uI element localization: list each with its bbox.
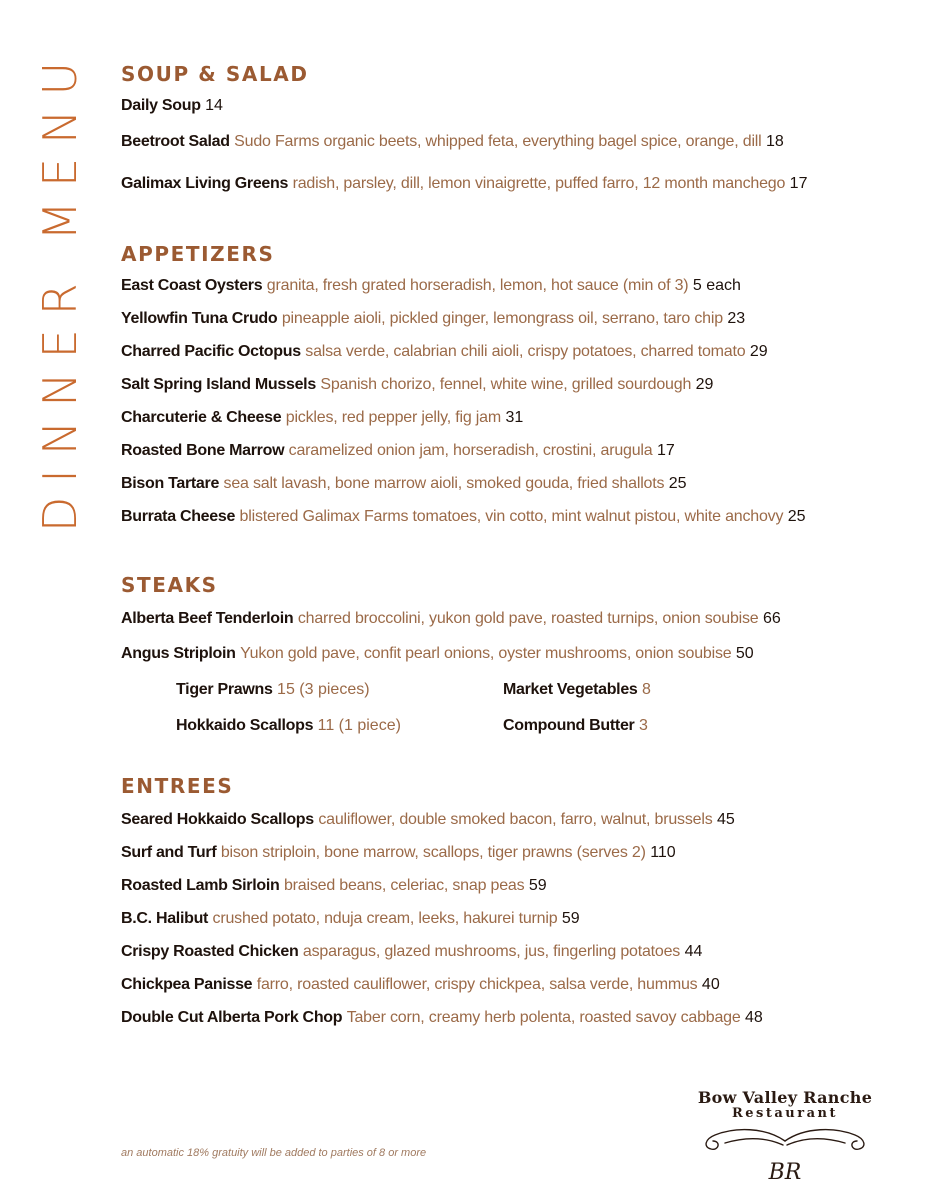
item-description: cauliflower, double smoked bacon, farro, walnut, brussels: [318, 811, 713, 828]
item-name: Charcuterie & Cheese: [121, 409, 282, 426]
section-steaks: [121, 571, 901, 760]
item-price: 17: [789, 175, 808, 192]
item-price: 31: [505, 409, 524, 426]
item-description: blistered Galimax Farms tomatoes, vin cotto, mint walnut pistou, white anchovy: [239, 508, 784, 525]
menu-item: [121, 810, 901, 830]
logo-line-2: Restaurant: [731, 1106, 838, 1121]
menu-item: [121, 609, 901, 629]
addon-price: 3: [638, 717, 648, 734]
section-entrees: [121, 772, 901, 1028]
item-price: 48: [745, 1009, 763, 1026]
menu-item: [121, 342, 901, 362]
item-name: East Coast Oysters: [121, 277, 263, 294]
item-price: 5 each: [692, 277, 741, 294]
menu-item: [121, 876, 901, 896]
menu-item: [121, 96, 901, 116]
steak-addons: [121, 680, 901, 760]
item-description: charred broccolini, yukon gold pave, roasted turnips, onion soubise: [297, 610, 759, 627]
addon-price: 8: [641, 681, 651, 698]
item-description: caramelized onion jam, horseradish, crostini, arugula: [288, 442, 653, 459]
item-name: Charred Pacific Octopus: [121, 343, 301, 360]
section-title: ENTREES: [121, 774, 234, 798]
addon-item: [176, 716, 401, 736]
item-description: sea salt lavash, bone marrow aioli, smoked gouda, fried shallots: [223, 475, 665, 492]
menu-item: [121, 174, 901, 194]
menu-item: [121, 441, 901, 461]
item-name: Daily Soup: [121, 97, 201, 114]
item-price: 29: [695, 376, 714, 393]
item-name: B.C. Halibut: [121, 910, 209, 927]
item-price: 59: [528, 877, 547, 894]
logo-monogram: BR: [768, 1160, 802, 1185]
item-price: 14: [205, 97, 223, 114]
item-description: salsa verde, calabrian chili aioli, crispy potatoes, charred tomato: [305, 343, 746, 360]
item-name: Angus Striploin: [121, 645, 236, 662]
menu-content: [121, 60, 901, 1028]
addon-item: [503, 716, 648, 736]
menu-item: [121, 309, 901, 329]
section-title: SOUP & SALAD: [121, 62, 309, 86]
item-name: Burrata Cheese: [121, 508, 236, 525]
restaurant-logo: [690, 1088, 880, 1185]
addon-name: Hokkaido Scallops: [176, 717, 314, 734]
item-description: Yukon gold pave, confit pearl onions, oyster mushrooms, onion soubise: [240, 645, 732, 662]
item-price: 25: [668, 475, 687, 492]
item-price: 45: [716, 811, 735, 828]
item-name: Yellowfin Tuna Crudo: [121, 310, 278, 327]
item-description: farro, roasted cauliflower, crispy chickpea, salsa verde, hummus: [256, 976, 698, 993]
item-name: Chickpea Panisse: [121, 976, 253, 993]
item-name: Surf and Turf: [121, 844, 217, 861]
addon-item: [176, 680, 370, 700]
item-price: 25: [787, 508, 806, 525]
menu-item: [121, 132, 901, 152]
item-price: 110: [650, 844, 676, 861]
item-price: 44: [684, 943, 703, 960]
item-description: granita, fresh grated horseradish, lemon, hot sauce (min of 3): [266, 277, 689, 294]
addon-name: Tiger Prawns: [176, 681, 273, 698]
menu-item: [121, 276, 901, 296]
item-price: 50: [735, 645, 754, 662]
item-description: Spanish chorizo, fennel, white wine, grilled sourdough: [320, 376, 692, 393]
item-description: braised beans, celeriac, snap peas: [283, 877, 525, 894]
item-description: pickles, red pepper jelly, fig jam: [285, 409, 501, 426]
item-price: 17: [656, 442, 675, 459]
logo-flourish-icon: [695, 1123, 875, 1185]
item-description: bison striploin, bone marrow, scallops, tiger prawns (serves 2): [220, 844, 646, 861]
menu-item: [121, 375, 901, 395]
item-name: Alberta Beef Tenderloin: [121, 610, 294, 627]
item-price: 59: [561, 910, 580, 927]
item-name: Salt Spring Island Mussels: [121, 376, 316, 393]
item-description: Sudo Farms organic beets, whipped feta, everything bagel spice, orange, dill: [234, 133, 762, 150]
menu-item: [121, 644, 901, 664]
section-appetizers: [121, 240, 901, 527]
logo-line-1: Bow Valley Ranche: [697, 1088, 873, 1107]
item-price: 66: [762, 610, 781, 627]
menu-item: [121, 942, 901, 962]
addon-name: Compound Butter: [503, 717, 635, 734]
addon-price: 11 (1 piece): [317, 717, 401, 734]
item-name: Galimax Living Greens: [121, 175, 289, 192]
item-name: Roasted Lamb Sirloin: [121, 877, 280, 894]
item-description: pineapple aioli, pickled ginger, lemongrass oil, serrano, taro chip: [281, 310, 723, 327]
item-name: Crispy Roasted Chicken: [121, 943, 299, 960]
vertical-menu-title: DINNER MENU: [33, 47, 87, 533]
item-description: asparagus, glazed mushrooms, jus, fingerling potatoes: [302, 943, 681, 960]
item-description: radish, parsley, dill, lemon vinaigrette, puffed farro, 12 month manchego: [292, 175, 786, 192]
menu-item: [121, 909, 901, 929]
item-name: Double Cut Alberta Pork Chop: [121, 1009, 343, 1026]
item-price: 18: [765, 133, 784, 150]
item-price: 23: [727, 310, 746, 327]
section-soup-salad: [121, 60, 901, 194]
menu-item: [121, 474, 901, 494]
addon-name: Market Vegetables: [503, 681, 638, 698]
addon-item: [503, 680, 651, 700]
item-name: Bison Tartare: [121, 475, 220, 492]
item-price: 29: [749, 343, 768, 360]
section-title: STEAKS: [121, 573, 218, 597]
item-name: Roasted Bone Marrow: [121, 442, 285, 459]
menu-item: [121, 1008, 901, 1028]
menu-item: [121, 975, 901, 995]
item-description: crushed potato, nduja cream, leeks, hakurei turnip: [212, 910, 558, 927]
item-description: Taber corn, creamy herb polenta, roasted savoy cabbage: [346, 1009, 741, 1026]
item-name: Beetroot Salad: [121, 133, 230, 150]
item-price: 40: [701, 976, 720, 993]
menu-item: [121, 507, 901, 527]
menu-item: [121, 408, 901, 428]
addon-price: 15 (3 pieces): [277, 681, 370, 698]
section-title: APPETIZERS: [121, 242, 275, 266]
menu-item: [121, 843, 901, 863]
gratuity-note: an automatic 18% gratuity will be added to parties of 8 or more: [121, 1147, 427, 1159]
item-name: Seared Hokkaido Scallops: [121, 811, 314, 828]
